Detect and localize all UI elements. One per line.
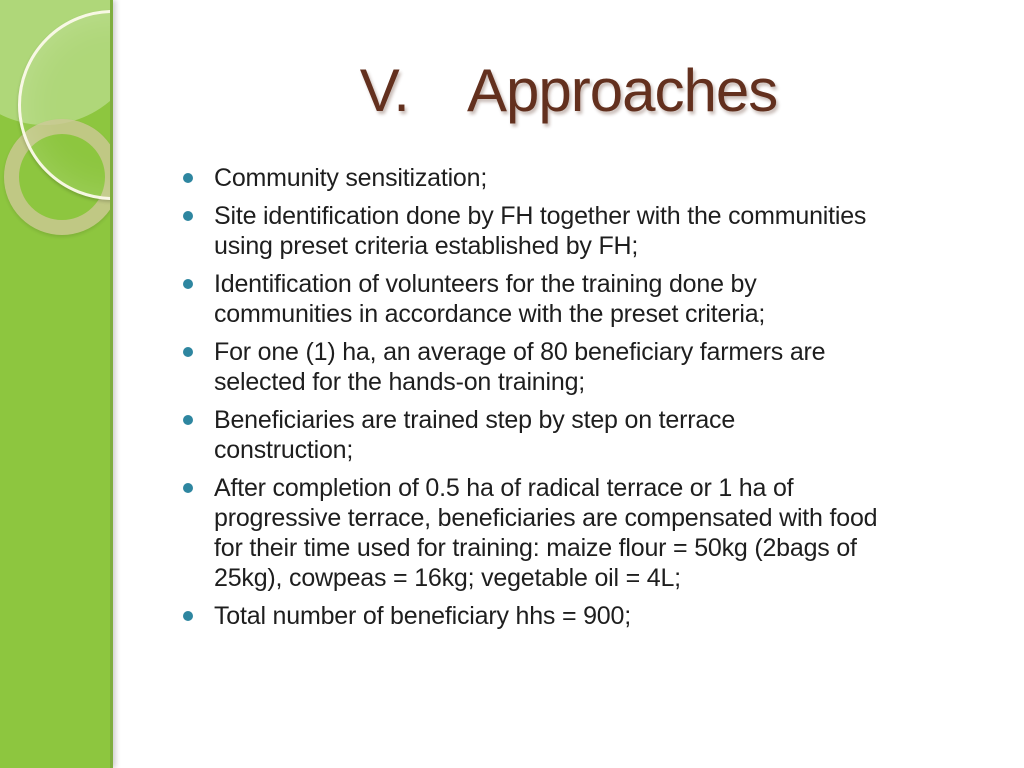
- bullet-line: Total number of beneficiary hhs = 900;: [214, 602, 631, 630]
- bullet-item-4: [183, 337, 1018, 397]
- bullet-line: for their time used for training: maize flour = 50kg (2bags of: [214, 534, 857, 562]
- bullet-text: [214, 163, 487, 193]
- bullet-item-3: [183, 269, 1018, 329]
- bullet-text: [214, 473, 877, 593]
- slide-title: [113, 56, 1024, 125]
- bullet-dot-icon: [183, 347, 193, 357]
- bullet-dot-icon: [183, 173, 193, 183]
- bullet-dot-icon: [183, 279, 193, 289]
- bullet-line: using preset criteria established by FH;: [214, 232, 639, 260]
- sidebar-decoration: [0, 0, 113, 768]
- bullet-line: After completion of 0.5 ha of radical terrace or 1 ha of: [214, 474, 794, 502]
- bullet-line: For one (1) ha, an average of 80 beneficiary farmers are: [214, 338, 826, 366]
- bullet-item-7: [183, 601, 1018, 631]
- bullet-text: [214, 269, 765, 329]
- bullet-line: Site identification done by FH together with the communities: [214, 202, 867, 230]
- title-number: V.: [359, 57, 409, 124]
- bullet-dot-icon: [183, 611, 193, 621]
- bullet-text: [214, 405, 735, 465]
- bullet-item-6: [183, 473, 1018, 593]
- bullet-line: communities in accordance with the preset criteria;: [214, 300, 766, 328]
- bullet-dot-icon: [183, 211, 193, 221]
- bullet-item-2: [183, 201, 1018, 261]
- bullet-text: [214, 337, 825, 397]
- bullet-text: [214, 201, 866, 261]
- bullet-line: Community sensitization;: [214, 164, 488, 192]
- bullet-line: selected for the hands-on training;: [214, 368, 586, 396]
- bullet-text: [214, 601, 631, 631]
- bullet-dot-icon: [183, 415, 193, 425]
- bullet-line: Identification of volunteers for the training done by: [214, 270, 757, 298]
- title-text: Approaches: [466, 57, 778, 124]
- bullet-item-1: [183, 163, 1018, 193]
- slide-body: [183, 163, 1018, 639]
- bullet-line: Beneficiaries are trained step by step on terrace: [214, 406, 736, 434]
- bullet-line: 25kg), cowpeas = 16kg; vegetable oil = 4L;: [214, 564, 681, 592]
- bullet-dot-icon: [183, 483, 193, 493]
- bullet-item-5: [183, 405, 1018, 465]
- bullet-line: construction;: [214, 436, 354, 464]
- bullet-line: progressive terrace, beneficiaries are compensated with food: [214, 504, 878, 532]
